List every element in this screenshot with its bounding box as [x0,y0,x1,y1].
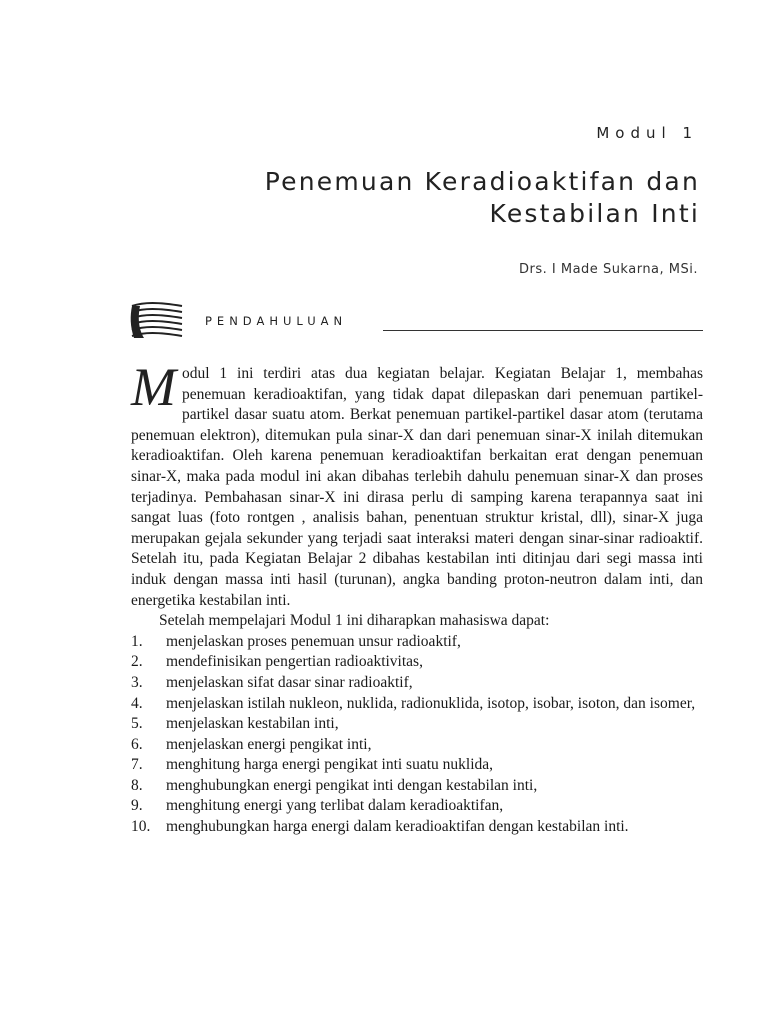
title-line-1: Penemuan Keradioaktifan dan [264,167,700,196]
title-line-2: Kestabilan Inti [489,199,700,228]
list-item: 3. menjelaskan sifat dasar sinar radioaktif, [131,673,413,691]
drop-cap: M [131,357,176,417]
page-title [265,166,700,230]
list-item: 6. menjelaskan energi pengikat inti, [131,735,372,753]
objectives-intro: Setelah mempelajari Modul 1 ini diharapkan mahasiswa dapat: [159,612,550,630]
list-item: 4. menjelaskan istilah nukleon, nuklida, radionuklida, isotop, isobar, isoton, dan isomer, [131,694,696,712]
list-item: 5. menjelaskan kestabilan inti, [131,715,339,733]
body-text [131,357,703,838]
objectives-list [131,632,703,838]
module-label: Modul 1 [596,124,698,142]
section-rule [383,330,703,331]
list-item: 9. menghitung energi yang terlibat dalam keradioaktifan, [131,797,504,815]
list-item: 2. mendefinisikan pengertian radioaktivitas, [131,653,423,671]
list-item: 10. menghubungkan harga energi dalam keradioaktifan dengan kestabilan inti. [131,818,629,836]
section-heading: PENDAHULUAN [205,314,348,328]
book-pages-icon [130,302,184,340]
list-item: 8. menghubungkan energi pengikat inti dengan kestabilan inti, [131,776,538,794]
list-item: 7. menghitung harga energi pengikat inti suatu nuklida, [131,756,494,774]
intro-paragraph: odul 1 ini terdiri atas dua kegiatan belajar. Kegiatan Belajar 1, membahas penemuan keradioaktifan, yang tidak dapat dilepaskan dari penemuan partikel-partikel dasar suatu atom. Berkat penemuan partikel-partikel dasar atom (terutama penemuan elektron), ditemukan pula sinar-X dan dari penemuan sinar-X inilah ditemukan keradioaktifan. Oleh karena penemuan keradioaktifan berkaitan erat dengan penemuan sinar-X, maka pada modul ini akan dibahas terlebih dahulu penemuan sinar-X dan proses terjadinya. Pembahasan sinar-X ini dirasa perlu di samping karena terapannya saat ini sangat luas (foto rontgen , analisis bahan, penentuan struktur kristal, dll), sinar-X juga merupakan gejala sekunder yang terjadi saat interaksi materi dengan sinar-sinar radioaktif. Setelah itu, pada Kegiatan Belajar 2 dibahas kestabilan inti ditinjau dari segi massa inti induk dengan massa inti hasil (turunan), angka banding proton-neutron dalam inti, dan energetika kestabilan inti. [131,365,703,609]
list-item: 1. menjelaskan proses penemuan unsur radioaktif, [131,632,461,650]
author-name: Drs. I Made Sukarna, MSi. [519,262,698,277]
